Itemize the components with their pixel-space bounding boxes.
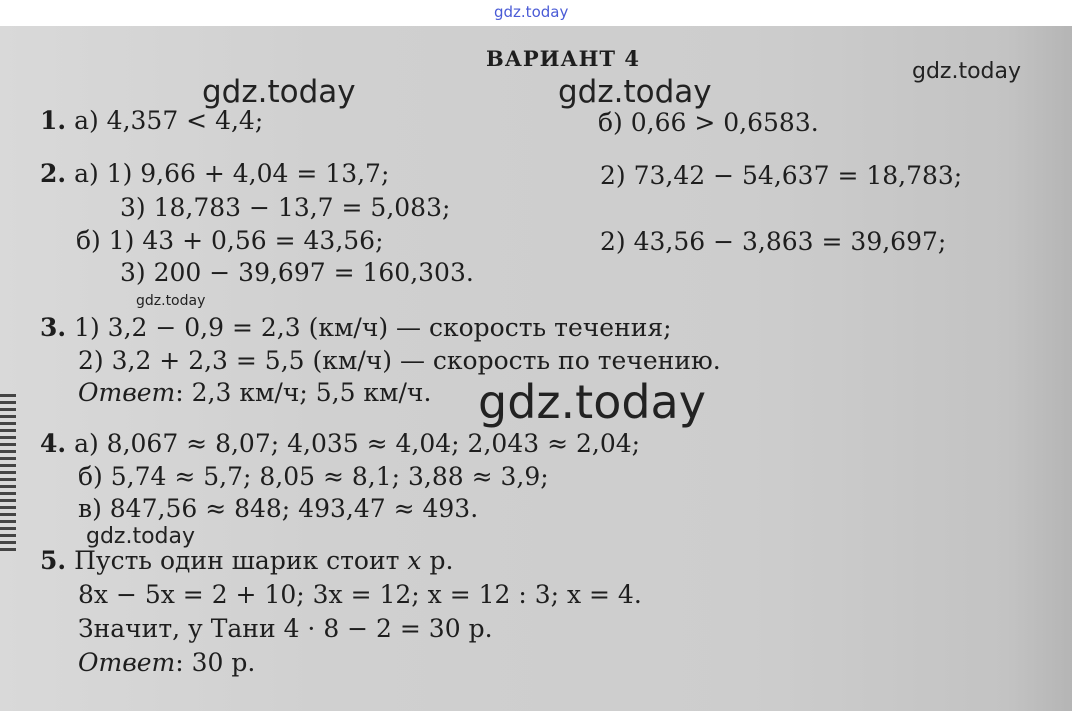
task3-l1: 1) 3,2 − 0,9 = 2,3 (км/ч) — скорость течения; (74, 313, 672, 342)
task5-answer-text: : 30 р. (175, 648, 256, 677)
task1-part-a: а) 4,357 < 4,4; (74, 106, 264, 135)
task4-b: б) 5,74 ≈ 5,7; 8,05 ≈ 8,1; 3,88 ≈ 3,9; (78, 462, 549, 491)
task2-b2: 2) 43,56 − 3,863 = 39,697; (600, 227, 947, 256)
task5-l1-pre: Пусть один шарик стоит (74, 546, 408, 575)
watermark-left: gdz.today (202, 74, 356, 110)
task3-answer-label: Ответ (78, 378, 176, 407)
task1-number: 1. (40, 106, 67, 135)
task5-number: 5. (40, 546, 67, 575)
textbook-page (0, 26, 1072, 711)
task2-b3: 3) 200 − 39,697 = 160,303. (120, 258, 474, 287)
task3-line-1 (40, 313, 672, 343)
task5-l3: Значит, у Тани 4 · 8 − 2 = 30 р. (78, 614, 493, 643)
page-title: ВАРИАНТ 4 (486, 46, 640, 71)
task2-a3: 3) 18,783 − 13,7 = 5,083; (120, 193, 451, 222)
watermark-top: gdz.today (494, 3, 569, 21)
task3-answer (78, 378, 431, 408)
task3-number: 3. (40, 313, 67, 342)
task2-b1: б) 1) 43 + 0,56 = 43,56; (76, 226, 384, 255)
task2-a2: 2) 73,42 − 54,637 = 18,783; (600, 161, 963, 190)
task1-line-a (40, 106, 263, 136)
task4-number: 4. (40, 429, 67, 458)
watermark-right: gdz.today (912, 59, 1022, 84)
task5-line-1 (40, 546, 453, 576)
task5-l2: 8x − 5x = 2 + 10; 3x = 12; x = 12 : 3; x = 4. (78, 580, 642, 609)
task5-answer-label: Ответ (78, 648, 176, 677)
binding-edge (0, 394, 16, 554)
watermark-big: gdz.today (478, 375, 706, 429)
task4-line-a (40, 429, 640, 459)
watermark-bottom-left: gdz.today (86, 524, 196, 549)
task4-a: а) 8,067 ≈ 8,07; 4,035 ≈ 4,04; 2,043 ≈ 2,04; (74, 429, 641, 458)
task3-l2: 2) 3,2 + 2,3 = 5,5 (км/ч) — скорость по течению. (78, 346, 721, 375)
task4-c: в) 847,56 ≈ 848; 493,47 ≈ 493. (78, 494, 479, 523)
task5-l1-var: x (407, 546, 422, 575)
watermark-small: gdz.today (136, 293, 206, 309)
task3-answer-text: : 2,3 км/ч; 5,5 км/ч. (175, 378, 432, 407)
task5-answer (78, 648, 255, 678)
task1-part-b: б) 0,66 > 0,6583. (598, 108, 819, 137)
task2-number: 2. (40, 159, 67, 188)
task2-line-a1 (40, 159, 389, 189)
watermark-center: gdz.today (558, 74, 712, 110)
task2-a1: а) 1) 9,66 + 4,04 = 13,7; (74, 159, 390, 188)
task5-l1-post: р. (421, 546, 454, 575)
